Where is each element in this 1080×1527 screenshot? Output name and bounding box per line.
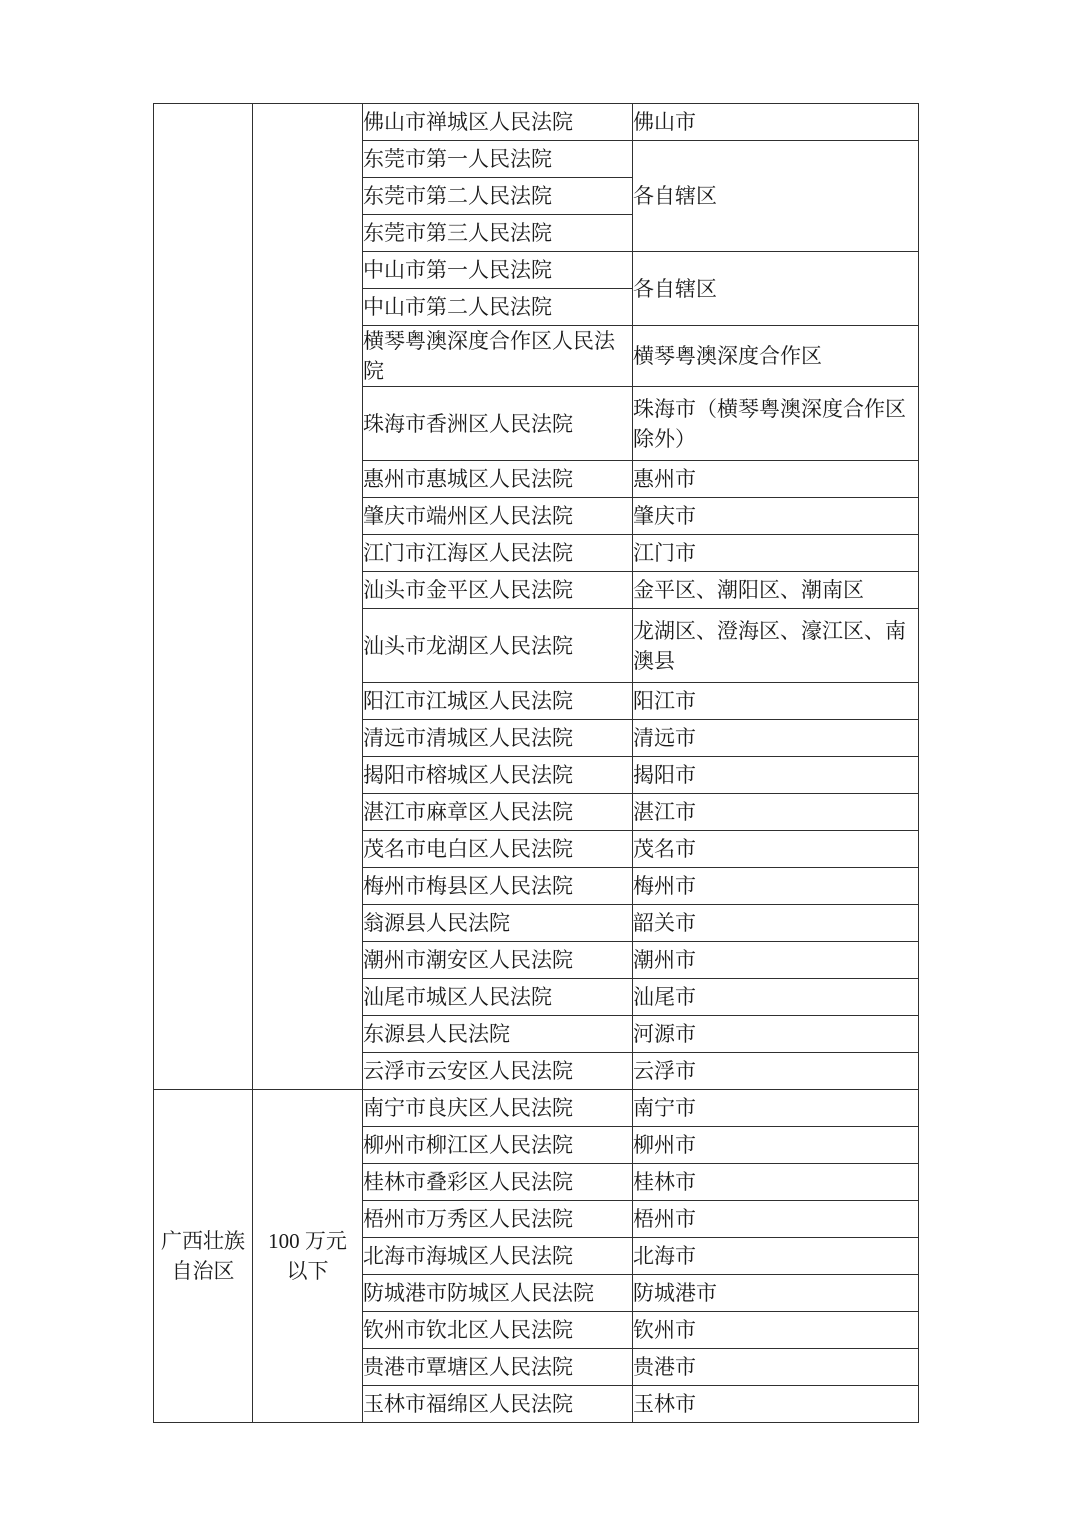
- province-cell: [154, 104, 253, 1090]
- court-cell: 防城港市防城区人民法院: [363, 1275, 633, 1312]
- court-cell: 钦州市钦北区人民法院: [363, 1312, 633, 1349]
- court-cell: 肇庆市端州区人民法院: [363, 498, 633, 535]
- jurisdiction-cell: 玉林市: [633, 1386, 919, 1423]
- jurisdiction-cell: 北海市: [633, 1238, 919, 1275]
- court-cell: 佛山市禅城区人民法院: [363, 104, 633, 141]
- court-cell: 贵港市覃塘区人民法院: [363, 1349, 633, 1386]
- jurisdiction-cell: 阳江市: [633, 683, 919, 720]
- jurisdiction-cell: 云浮市: [633, 1053, 919, 1090]
- court-cell: 东莞市第三人民法院: [363, 215, 633, 252]
- jurisdiction-cell: 清远市: [633, 720, 919, 757]
- court-cell: 惠州市惠城区人民法院: [363, 461, 633, 498]
- amount-cell: 100 万元 以下: [253, 1090, 363, 1423]
- province-cell: 广西壮族 自治区: [154, 1090, 253, 1423]
- jurisdiction-cell: 揭阳市: [633, 757, 919, 794]
- jurisdiction-cell: 肇庆市: [633, 498, 919, 535]
- jurisdiction-cell: 惠州市: [633, 461, 919, 498]
- court-cell: 清远市清城区人民法院: [363, 720, 633, 757]
- court-cell: 揭阳市榕城区人民法院: [363, 757, 633, 794]
- jurisdiction-cell: 防城港市: [633, 1275, 919, 1312]
- court-cell: 湛江市麻章区人民法院: [363, 794, 633, 831]
- court-cell: 中山市第一人民法院: [363, 252, 633, 289]
- jurisdiction-cell: 韶关市: [633, 905, 919, 942]
- jurisdiction-cell: 桂林市: [633, 1164, 919, 1201]
- jurisdiction-cell: 潮州市: [633, 942, 919, 979]
- jurisdiction-cell: 钦州市: [633, 1312, 919, 1349]
- court-cell: 东源县人民法院: [363, 1016, 633, 1053]
- court-cell: 翁源县人民法院: [363, 905, 633, 942]
- court-cell: 潮州市潮安区人民法院: [363, 942, 633, 979]
- jurisdiction-cell: 河源市: [633, 1016, 919, 1053]
- court-cell: 南宁市良庆区人民法院: [363, 1090, 633, 1127]
- court-cell: 桂林市叠彩区人民法院: [363, 1164, 633, 1201]
- court-cell: 云浮市云安区人民法院: [363, 1053, 633, 1090]
- court-cell: 中山市第二人民法院: [363, 289, 633, 326]
- jurisdiction-cell: 珠海市（横琴粤澳深度合作区除外）: [633, 387, 919, 461]
- court-cell: 汕头市金平区人民法院: [363, 572, 633, 609]
- jurisdiction-cell: 佛山市: [633, 104, 919, 141]
- court-cell: 江门市江海区人民法院: [363, 535, 633, 572]
- court-cell: 柳州市柳江区人民法院: [363, 1127, 633, 1164]
- jurisdiction-cell: 柳州市: [633, 1127, 919, 1164]
- jurisdiction-cell: 贵港市: [633, 1349, 919, 1386]
- court-cell: 东莞市第一人民法院: [363, 141, 633, 178]
- court-cell: 玉林市福绵区人民法院: [363, 1386, 633, 1423]
- court-cell: 北海市海城区人民法院: [363, 1238, 633, 1275]
- jurisdiction-cell: 梧州市: [633, 1201, 919, 1238]
- jurisdiction-cell: 茂名市: [633, 831, 919, 868]
- jurisdiction-cell: 各自辖区: [633, 141, 919, 252]
- court-cell: 横琴粤澳深度合作区人民法院: [363, 326, 633, 387]
- court-cell: 梧州市万秀区人民法院: [363, 1201, 633, 1238]
- court-cell: 汕尾市城区人民法院: [363, 979, 633, 1016]
- jurisdiction-cell: 湛江市: [633, 794, 919, 831]
- table-row: [154, 104, 919, 141]
- table-row: [154, 1090, 919, 1127]
- jurisdiction-cell: 龙湖区、澄海区、濠江区、南澳县: [633, 609, 919, 683]
- jurisdiction-cell: 横琴粤澳深度合作区: [633, 326, 919, 387]
- jurisdiction-cell: 梅州市: [633, 868, 919, 905]
- court-cell: 东莞市第二人民法院: [363, 178, 633, 215]
- court-cell: 梅州市梅县区人民法院: [363, 868, 633, 905]
- court-cell: 汕头市龙湖区人民法院: [363, 609, 633, 683]
- jurisdiction-cell: 江门市: [633, 535, 919, 572]
- court-cell: 阳江市江城区人民法院: [363, 683, 633, 720]
- court-cell: 茂名市电白区人民法院: [363, 831, 633, 868]
- jurisdiction-cell: 各自辖区: [633, 252, 919, 326]
- jurisdiction-cell: 金平区、潮阳区、潮南区: [633, 572, 919, 609]
- amount-cell: [253, 104, 363, 1090]
- jurisdiction-cell: 南宁市: [633, 1090, 919, 1127]
- jurisdiction-table-body: [154, 104, 919, 1423]
- jurisdiction-cell: 汕尾市: [633, 979, 919, 1016]
- jurisdiction-table: [153, 103, 919, 1423]
- court-cell: 珠海市香洲区人民法院: [363, 387, 633, 461]
